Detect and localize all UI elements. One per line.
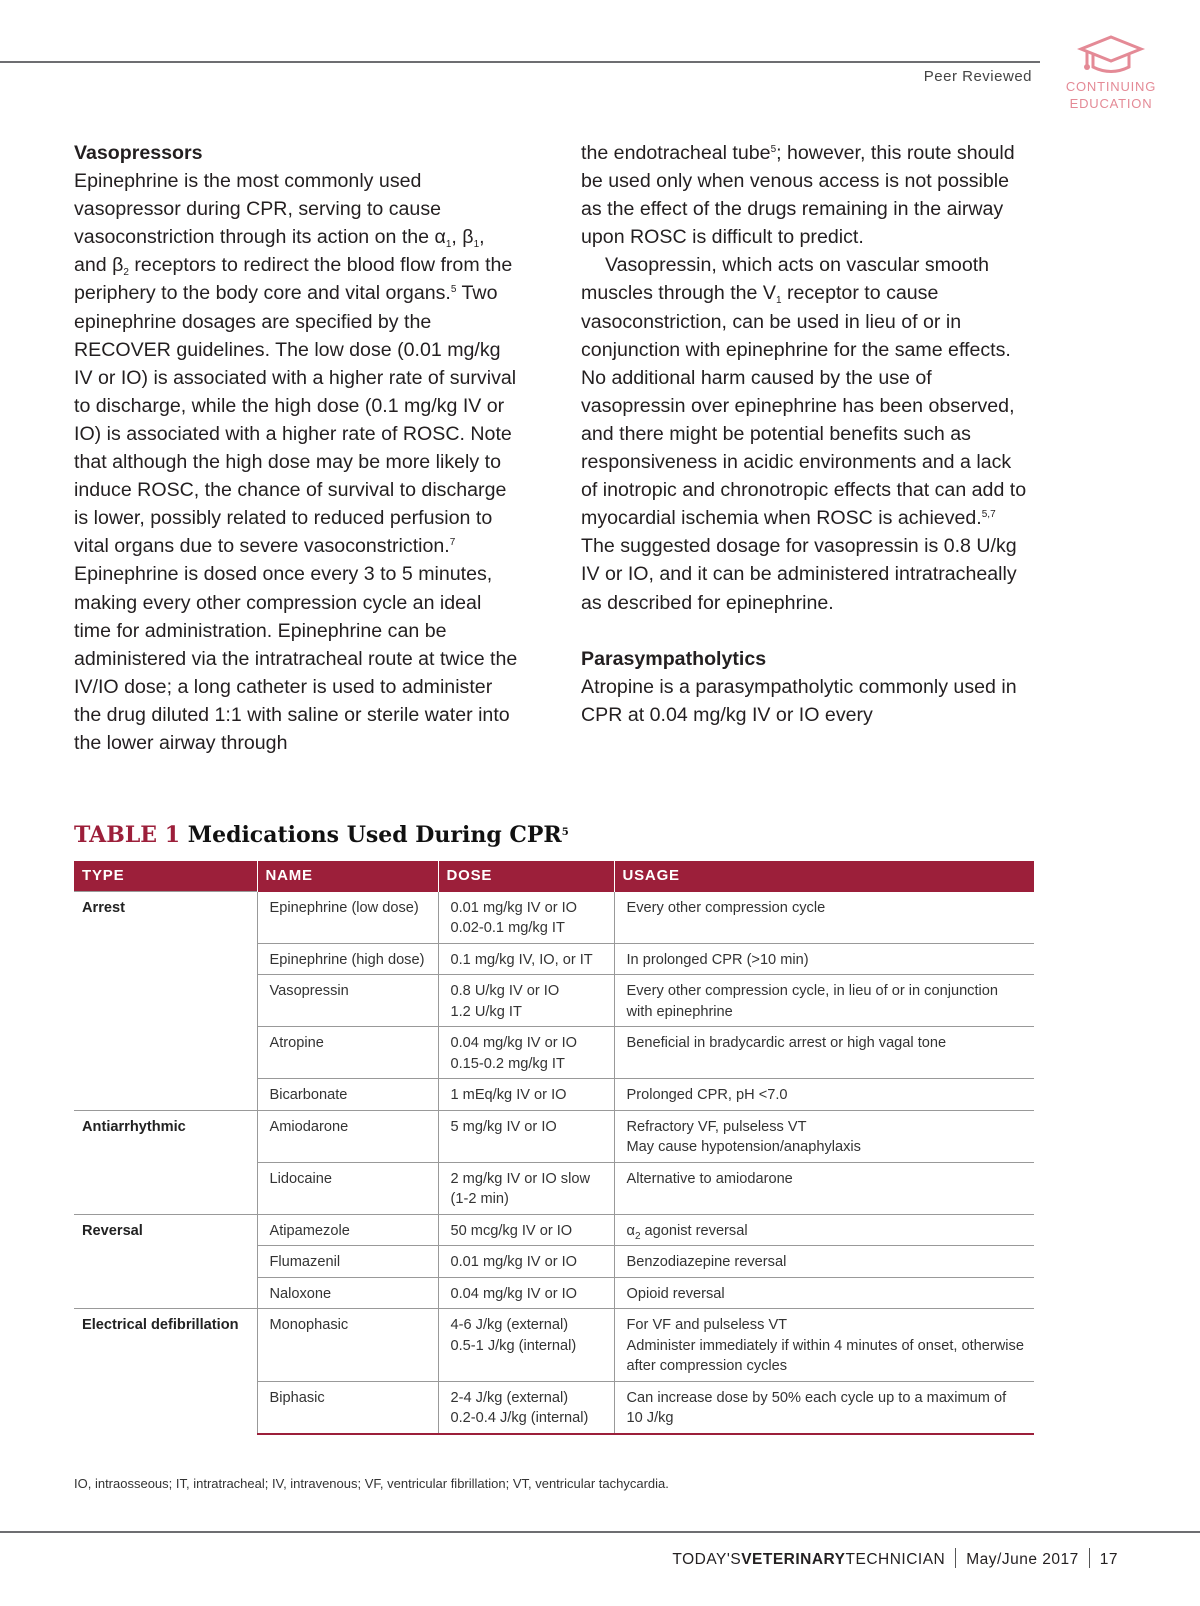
text-run: Vasopressin, which acts on vascular smooth muscles through the V [581,254,990,305]
usage-cell [614,1110,1034,1162]
text-run: ; however, this route should be used only when venous access is not possible as the effect of the drugs remaining in the airway upon ROSC is difficult to predict. [581,142,1015,249]
dose-line: 0.01 mg/kg IV or IO [450,899,578,916]
magazine-name-c: TECHNICIAN [845,1551,946,1568]
usage-cell [614,1214,1034,1246]
name-cell: Vasopressin [257,975,438,1027]
subscript: 2 [634,1230,641,1242]
text-run: Epinephrine is the most commonly used vasopressor during CPR, serving to cause vasoconstriction through its action on the α [74,170,446,249]
page-footer [672,1548,1118,1569]
type-cell: Electrical defibrillation [74,1309,257,1434]
dose-line: 0.15-0.2 mg/kg IT [450,1055,565,1072]
text-run: The suggested dosage for vasopressin is 0.8 U/kg IV or IO, and it can be administered intratracheally as described for epinephrine. [581,535,1017,614]
footer-divider [955,1548,956,1568]
name-cell: Amiodarone [257,1110,438,1162]
endotracheal-paragraph [581,139,1029,251]
text-run: Epinephrine is dosed once every 3 to 5 minutes, making every other compression cycle an ideal time for administration. Epinephrine can be administered via the intratracheal route at twice the IV/IO dose; a long catheter is used to administer the drug diluted 1:1 with saline or sterile water into the lower airway through [74,563,518,754]
magazine-name-b: VETERINARY [741,1551,846,1568]
usage-cell [614,1309,1034,1382]
text-run: receptors to redirect the blood flow from the periphery to the body core and vital organs. [74,254,513,305]
usage-cell: Prolonged CPR, pH <7.0 [614,1079,1034,1111]
usage-line: Administer immediately if within 4 minutes of onset, otherwise after compression cycles [626,1337,1024,1374]
reference-superscript: 5 [450,284,457,296]
dose-cell: 0.04 mg/kg IV or IO [438,1277,614,1309]
usage-cell: Every other compression cycle, in lieu of or in conjunction with epinephrine [614,975,1034,1027]
table-row [74,1309,1034,1382]
dose-cell: 1 mEq/kg IV or IO [438,1079,614,1111]
dose-cell [438,975,614,1027]
magazine-name-a: TODAY'S [672,1551,742,1568]
name-cell: Naloxone [257,1277,438,1309]
reference-superscript: 7 [449,537,456,549]
dose-cell: 0.01 mg/kg IV or IO [438,1246,614,1278]
issue-date: May/June 2017 [966,1551,1079,1568]
header-dose: DOSE [438,861,614,892]
subscript: 1 [473,239,480,251]
alpha-symbol: α [626,1222,635,1239]
left-column [74,139,522,757]
type-cell: Antiarrhythmic [74,1110,257,1214]
name-cell: Atropine [257,1027,438,1079]
table-title [74,822,569,848]
table-label: TABLE 1 [74,822,181,848]
subscript: 2 [123,267,129,279]
continuing-education-badge [1052,34,1170,112]
usage-line: For VF and pulseless VT [626,1317,788,1333]
header-rule [0,61,1040,63]
dose-line: 0.02-0.1 mg/kg IT [450,920,565,936]
dose-cell: 50 mcg/kg IV or IO [438,1214,614,1246]
usage-cell: Benzodiazepine reversal [614,1246,1034,1278]
dose-line: 0.2-0.4 J/kg (internal) [450,1410,589,1426]
subscript: 1 [775,295,782,307]
type-cell: Arrest [74,892,257,1111]
name-cell: Atipamezole [257,1214,438,1246]
dose-line: 2-4 J/kg (external) [450,1389,569,1406]
peer-reviewed-label: Peer Reviewed [923,68,1032,85]
parasympatholytics-heading: Parasympatholytics [581,647,767,670]
usage-text: agonist reversal [640,1222,748,1239]
ce-line-2: EDUCATION [1069,96,1153,111]
subscript: 1 [445,239,452,251]
ce-line-1: CONTINUING [1065,79,1157,94]
right-column [581,139,1029,729]
table-row [74,892,1034,944]
text-run: Two epinephrine dosages are specified by the RECOVER guidelines. The low dose (0.01 mg/kg IV or IO) is associated with a higher rate of survival to discharge, while the high dose (0.1 mg/kg IV or IO) is associated with a higher rate of ROSC. Note that although the high dose may be more likely to induce ROSC, the chance of survival to discharge is lower, possibly related to reduced perfusion to vital organs due to severe vasoconstriction. [74,282,517,558]
name-cell: Bicarbonate [257,1079,438,1111]
usage-line: May cause hypotension/anaphylaxis [626,1139,861,1155]
table-title-text: Medications Used During CPR [187,822,562,848]
usage-line: Refractory VF, pulseless VT [626,1118,807,1135]
dose-line: 4-6 J/kg (external) [450,1317,569,1333]
dose-cell [438,1027,614,1079]
dose-line: 0.04 mg/kg IV or IO [450,1035,578,1051]
header-type: TYPE [74,861,257,892]
header-name: NAME [257,861,438,892]
table-footnote: IO, intraosseous; IT, intratracheal; IV, intravenous; VF, ventricular fibrillation; VT, ventricular tachycardia. [74,1476,669,1491]
dose-line: 0.5-1 J/kg (internal) [450,1337,577,1354]
reference-superscript: 5 [770,144,777,155]
name-cell: Monophasic [257,1309,438,1382]
vasopressors-heading: Vasopressors [74,142,203,164]
reference-superscript: 5,7 [981,509,996,521]
usage-cell: Opioid reversal [614,1277,1034,1309]
table-header-row [74,861,1034,892]
text-run: , and β [74,226,485,277]
dose-cell [438,892,614,944]
dose-line: 1.2 U/kg IT [450,1003,522,1020]
name-cell: Epinephrine (low dose) [257,892,438,944]
dose-cell: 0.1 mg/kg IV, IO, or IT [438,943,614,975]
name-cell: Flumazenil [257,1246,438,1278]
usage-cell: Can increase dose by 50% each cycle up to a maximum of 10 J/kg [614,1381,1034,1434]
dose-cell [438,1309,614,1382]
vasopressors-paragraph [74,167,522,757]
spacer [581,617,1029,645]
usage-cell: Every other compression cycle [614,892,1034,944]
usage-cell: In prolonged CPR (>10 min) [614,943,1034,975]
text-run: the endotracheal tube [581,142,771,164]
reference-superscript: 5 [561,827,569,838]
dose-cell [438,1381,614,1434]
table-row [74,1214,1034,1246]
name-cell: Lidocaine [257,1162,438,1214]
header-usage: USAGE [614,861,1034,892]
text-run: receptor to cause vasoconstriction, can be used in lieu of or in conjunction with epinephrine for the same effects. No additional harm caused by the use of vasopressin over epinephrine has been observed, and there might be potential benefits such as responsiveness in acidic environments and a lack of inotropic and chronotropic effects that can add to myocardial ischemia when ROSC is achieved. [581,282,1027,530]
name-cell: Epinephrine (high dose) [257,943,438,975]
usage-cell: Beneficial in bradycardic arrest or high vagal tone [614,1027,1034,1079]
dose-cell: 5 mg/kg IV or IO [438,1110,614,1162]
dose-cell: 2 mg/kg IV or IO slow (1-2 min) [438,1162,614,1214]
page-number: 17 [1099,1551,1118,1568]
atropine-paragraph: Atropine is a parasympatholytic commonly used in CPR at 0.04 mg/kg IV or IO every [581,675,1017,726]
vasopressin-paragraph [581,251,1029,616]
medications-table [74,861,1034,1435]
table-row [74,1110,1034,1162]
footer-divider [1089,1548,1090,1568]
type-cell: Reversal [74,1214,257,1309]
graduation-cap-icon [1077,34,1145,76]
name-cell: Biphasic [257,1381,438,1434]
dose-line: 0.8 U/kg IV or IO [450,983,560,999]
footer-rule [0,1531,1200,1533]
usage-cell: Alternative to amiodarone [614,1162,1034,1214]
text-run: , β [451,226,474,249]
